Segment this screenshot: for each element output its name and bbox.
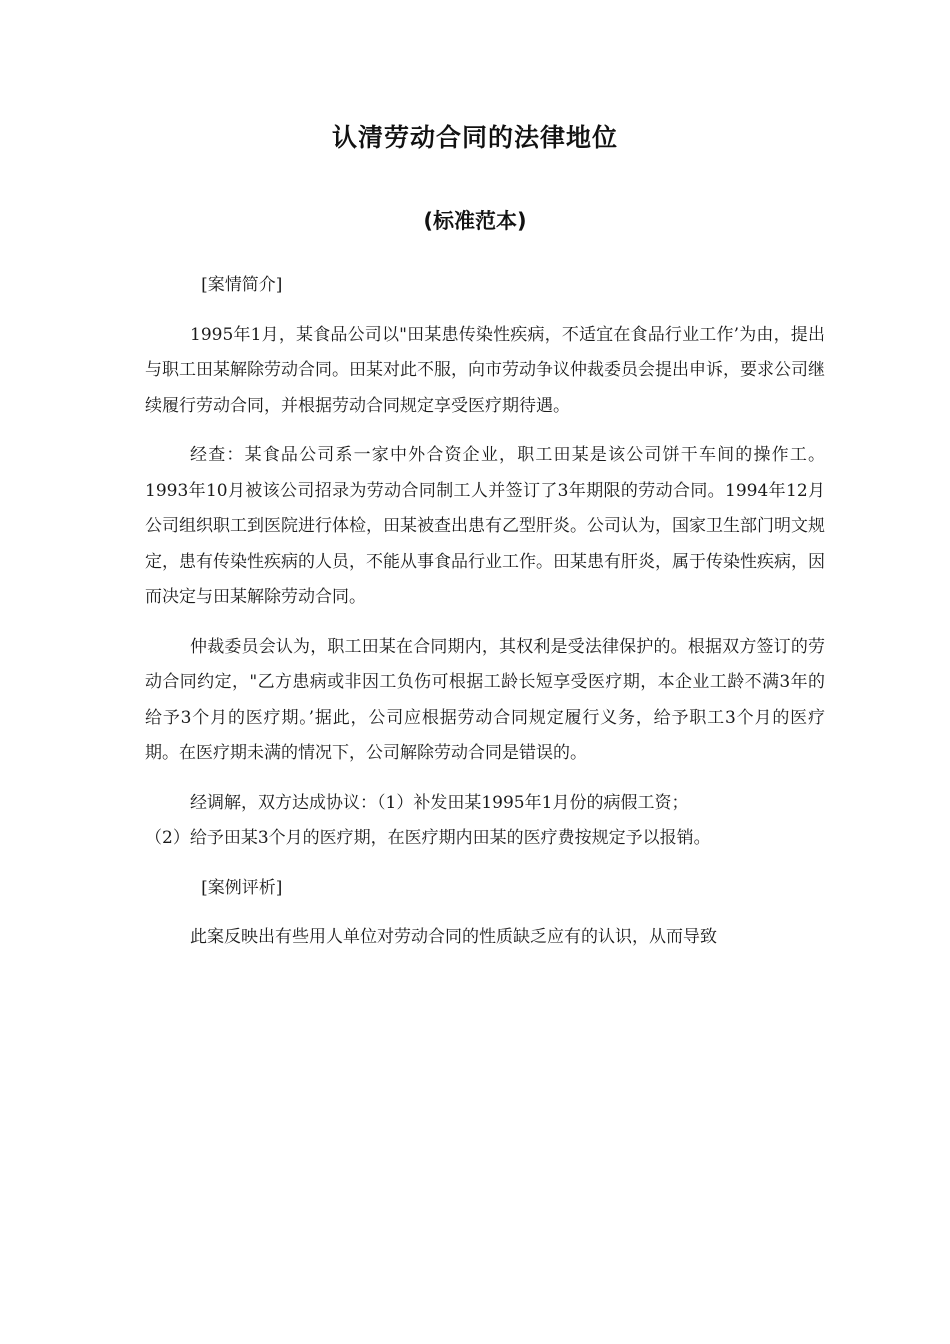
- case-intro-heading: [案情简介]: [201, 275, 283, 295]
- document-body: [145, 268, 825, 970]
- document-title: 认清劳动合同的法律地位: [331, 123, 618, 152]
- case-analysis-heading: [案例评析]: [201, 877, 283, 898]
- paragraph-case-summary: 1995年1月，某食品公司以"田某患传染性疾病，不适宜在食品行业工作’为由，提出与职工田某解除劳动合同。田某对此不服，向市劳动争议仲裁委员会提出申诉，要求公司继续履行劳动合同，并根据劳动合同规定享受医疗期待遇。: [145, 324, 825, 416]
- paragraph-arbitration: 仲裁委员会认为，职工田某在合同期内，其权利是受法律保护的。根据双方签订的劳动合同约定，"乙方患病或非因工负伤可根据工龄长短享受医疗期，本企业工龄不满3年的给予3个月的医疗期。’据此，公司应根据劳动合同规定履行义务，给予职工3个月的医疗期。在医疗期未满的情况下，公司解除劳动合同是错误的。: [145, 636, 825, 763]
- paragraph-investigation: 经查：某食品公司系一家中外合资企业，职工田某是该公司饼干车间的操作工。1993年10月被该公司招录为劳动合同制工人并签订了3年期限的劳动合同。1994年12月公司组织职工到医院进行体检，田某被查出患有乙型肝炎。公司认为，国家卫生部门明文规定，患有传染性疾病的人员，不能从事食品行业工作。田某患有肝炎，属于传染性疾病，因而决定与田某解除劳动合同。: [145, 445, 825, 607]
- paragraph-agreement-line2: （2）给予田某3个月的医疗期，在医疗期内田某的医疗费按规定予以报销。: [145, 828, 711, 848]
- paragraph-analysis: 此案反映出有些用人单位对劳动合同的性质缺乏应有的认识，从而导致: [190, 927, 718, 947]
- paragraph-agreement-line1: 经调解，双方达成协议：（1）补发田某1995年1月份的病假工资；: [190, 792, 689, 813]
- document-subtitle: (标准范本): [423, 209, 527, 233]
